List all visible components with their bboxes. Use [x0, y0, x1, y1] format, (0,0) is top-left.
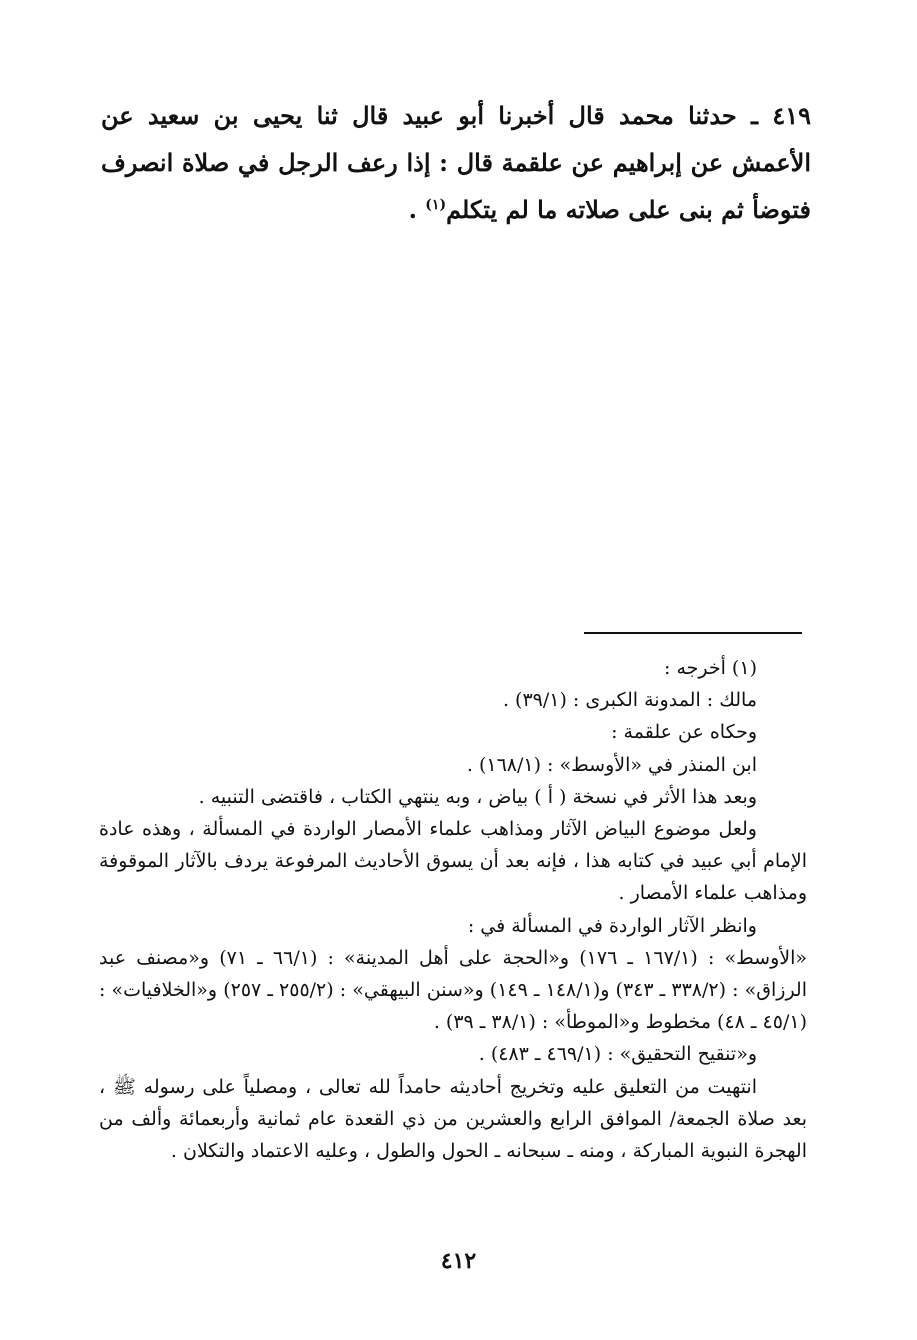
footnote-line: وبعد هذا الأثر في نسخة ( أ ) بياض ، وبه ينتهي الكتاب ، فاقتضى التنبيه . [198, 785, 757, 808]
footnote-paragraph: انتهيت من التعليق عليه وتخريج أحاديثه حامداً لله تعالى ، ومصلياً على رسوله ﷺ ، بعد صلاة الجمعة/ الموافق الرابع والعشرين من ذي القعدة عام ثمانية وأربعمائة وألف من الهجرة النبوية المباركة ، ومنه ـ سبحانه ـ الحول والطول ، وعليه الاعتماد والتكلان . [99, 1075, 807, 1163]
footnote-line: ابن المنذر في «الأوسط» : (١٦٨/١) . [466, 753, 757, 776]
footnote-line: وانظر الآثار الواردة في المسألة في : [467, 914, 757, 937]
hadith-text: ٤١٩ ـ حدثنا محمد قال أخبرنا أبو عبيد قال ثنا يحيى بن سعيد عن الأعمش عن إبراهيم عن علقمة قال : إذا رعف الرجل في صلاة انصرف فتوضأ ثم بنى على صلاته ما لم يتكلم [101, 101, 811, 224]
footnote-paragraph: ولعل موضوع البياض الآثار ومذاهب علماء الأمصار الواردة في المسألة ، وهذه عادة الإمام أبي عبيد في كتابه هذا ، فإنه بعد أن يسوق الأحاديث المرفوعة يردف بالآثار الموقوفة ومذاهب علماء الأمصار . [99, 818, 807, 905]
footnotes [99, 652, 807, 1167]
footnote-reference: (١) [425, 197, 447, 213]
footnote-line: وحكاه عن علقمة : [611, 721, 757, 744]
hadith-paragraph [101, 92, 811, 233]
footnote-line: (١) أخرجه : [664, 657, 757, 679]
end-punctuation: . [408, 195, 426, 224]
footnote-separator [584, 632, 802, 634]
footnote-line: و«تنقيح التحقيق» : (٤٦٩/١ ـ ٤٨٣) . [478, 1043, 757, 1066]
footnote-line: مالك : المدونة الكبرى : (٣٩/١) . [502, 689, 757, 712]
main-text [101, 92, 811, 233]
page-number: ٤١٢ [440, 1248, 477, 1274]
footnote-paragraph: «الأوسط» : (١٦٧/١ ـ ١٧٦) و«الحجة على أهل المدينة» : (٦٦/١ ـ ٧١) و«مصنف عبد الرزاق» : (٣٣٨/٢ ـ ٣٤٣) و(١٤٨/١ ـ ١٤٩) و«سنن البيهقي» : (٢٥٥/٢ ـ ٢٥٧) و«الخلافيات» : (٤٥/١ ـ ٤٨) مخطوط و«الموطأ» : (٣٨/١ ـ ٣٩) . [99, 946, 807, 1034]
